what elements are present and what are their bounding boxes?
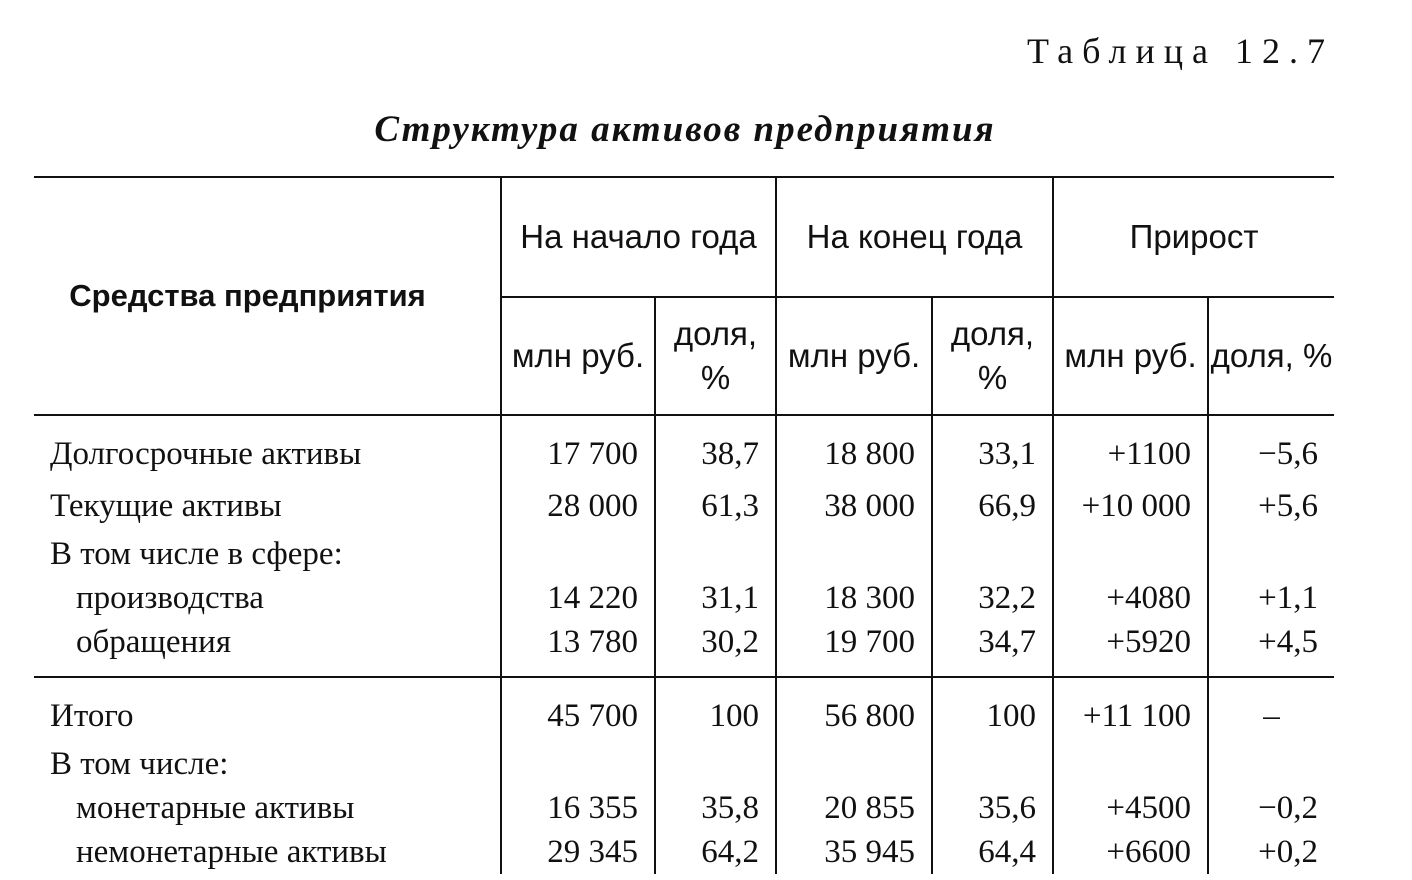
table-row bbox=[34, 742, 1334, 786]
assets-structure-table bbox=[34, 176, 1334, 874]
cell-start-mln: 14 220 bbox=[501, 576, 655, 620]
header-sub-end-mln: млн руб. bbox=[776, 297, 932, 415]
cell-growth-mln: +1100 bbox=[1053, 415, 1208, 480]
cell-start-share: 100 bbox=[655, 677, 776, 742]
cell-end-share: 66,9 bbox=[932, 480, 1053, 532]
cell-growth-share: – bbox=[1208, 677, 1334, 742]
table-number: Таблица 12.7 bbox=[1027, 31, 1334, 71]
cell-end-mln: 35 945 bbox=[776, 830, 932, 874]
cell-start-mln: 45 700 bbox=[501, 677, 655, 742]
row-name: В том числе в сфере: bbox=[50, 536, 343, 572]
cell-end-mln: 56 800 bbox=[776, 677, 932, 742]
table-row bbox=[34, 415, 1334, 480]
cell-growth-mln: +10 000 bbox=[1053, 480, 1208, 532]
row-name: Итого bbox=[34, 677, 501, 742]
cell-growth-share: +1,1 bbox=[1208, 576, 1334, 620]
cell-start-mln: 17 700 bbox=[501, 415, 655, 480]
cell-growth-share: +5,6 bbox=[1208, 480, 1334, 532]
cell-start-share: 64,2 bbox=[655, 830, 776, 874]
row-name: обращения bbox=[76, 624, 231, 660]
row-name: Текущие активы bbox=[50, 488, 282, 524]
cell-end-mln: 19 700 bbox=[776, 620, 932, 664]
row-name: монетарные активы bbox=[76, 790, 355, 826]
cell-start-share: 31,1 bbox=[655, 576, 776, 620]
cell-start-share: 35,8 bbox=[655, 786, 776, 830]
cell-end-share: 64,4 bbox=[932, 830, 1053, 874]
header-sub-start-mln: млн руб. bbox=[501, 297, 655, 415]
header-group-growth: Прирост bbox=[1053, 177, 1334, 297]
header-group-end: На конец года bbox=[776, 177, 1053, 297]
row-name: немонетарные активы bbox=[76, 834, 387, 870]
row-name: производства bbox=[76, 580, 264, 616]
cell-end-share: 35,6 bbox=[932, 786, 1053, 830]
header-row-label: Средства предприятия bbox=[69, 278, 426, 313]
row-name: Долгосрочные активы bbox=[50, 436, 362, 472]
header-sub-growth-share: доля, % bbox=[1208, 297, 1334, 415]
cell-start-share: 30,2 bbox=[655, 620, 776, 664]
cell-start-mln: 16 355 bbox=[501, 786, 655, 830]
cell-growth-share: +4,5 bbox=[1208, 620, 1334, 664]
cell-end-share: 32,2 bbox=[932, 576, 1053, 620]
header-group-start: На начало года bbox=[501, 177, 776, 297]
table-row-total bbox=[34, 677, 1334, 742]
cell-growth-mln: +5920 bbox=[1053, 620, 1208, 664]
cell-growth-mln: +6600 bbox=[1053, 830, 1208, 874]
cell-end-mln: 18 800 bbox=[776, 415, 932, 480]
cell-growth-share: −5,6 bbox=[1208, 415, 1334, 480]
cell-growth-share: +0,2 bbox=[1208, 830, 1334, 874]
cell-start-share: 61,3 bbox=[655, 480, 776, 532]
cell-growth-mln: +11 100 bbox=[1053, 677, 1208, 742]
cell-growth-share: −0,2 bbox=[1208, 786, 1334, 830]
cell-end-mln: 18 300 bbox=[776, 576, 932, 620]
cell-end-share: 33,1 bbox=[932, 415, 1053, 480]
cell-growth-mln: +4500 bbox=[1053, 786, 1208, 830]
table-row bbox=[34, 480, 1334, 532]
cell-end-mln: 38 000 bbox=[776, 480, 932, 532]
cell-start-mln: 28 000 bbox=[501, 480, 655, 532]
cell-end-share: 34,7 bbox=[932, 620, 1053, 664]
cell-end-share: 100 bbox=[932, 677, 1053, 742]
header-sub-start-share: доля, % bbox=[655, 297, 776, 415]
header-sub-growth-mln: млн руб. bbox=[1053, 297, 1208, 415]
table-row bbox=[34, 620, 1334, 664]
header-sub-end-share: доля, % bbox=[932, 297, 1053, 415]
cell-end-mln: 20 855 bbox=[776, 786, 932, 830]
table-row bbox=[34, 786, 1334, 830]
table-row bbox=[34, 576, 1334, 620]
row-name: В том числе: bbox=[50, 746, 229, 782]
cell-growth-mln: +4080 bbox=[1053, 576, 1208, 620]
cell-start-mln: 29 345 bbox=[501, 830, 655, 874]
table-row bbox=[34, 830, 1334, 874]
cell-start-mln: 13 780 bbox=[501, 620, 655, 664]
table-title: Структура активов предприятия bbox=[374, 109, 996, 150]
cell-start-share: 38,7 bbox=[655, 415, 776, 480]
table-row bbox=[34, 532, 1334, 576]
